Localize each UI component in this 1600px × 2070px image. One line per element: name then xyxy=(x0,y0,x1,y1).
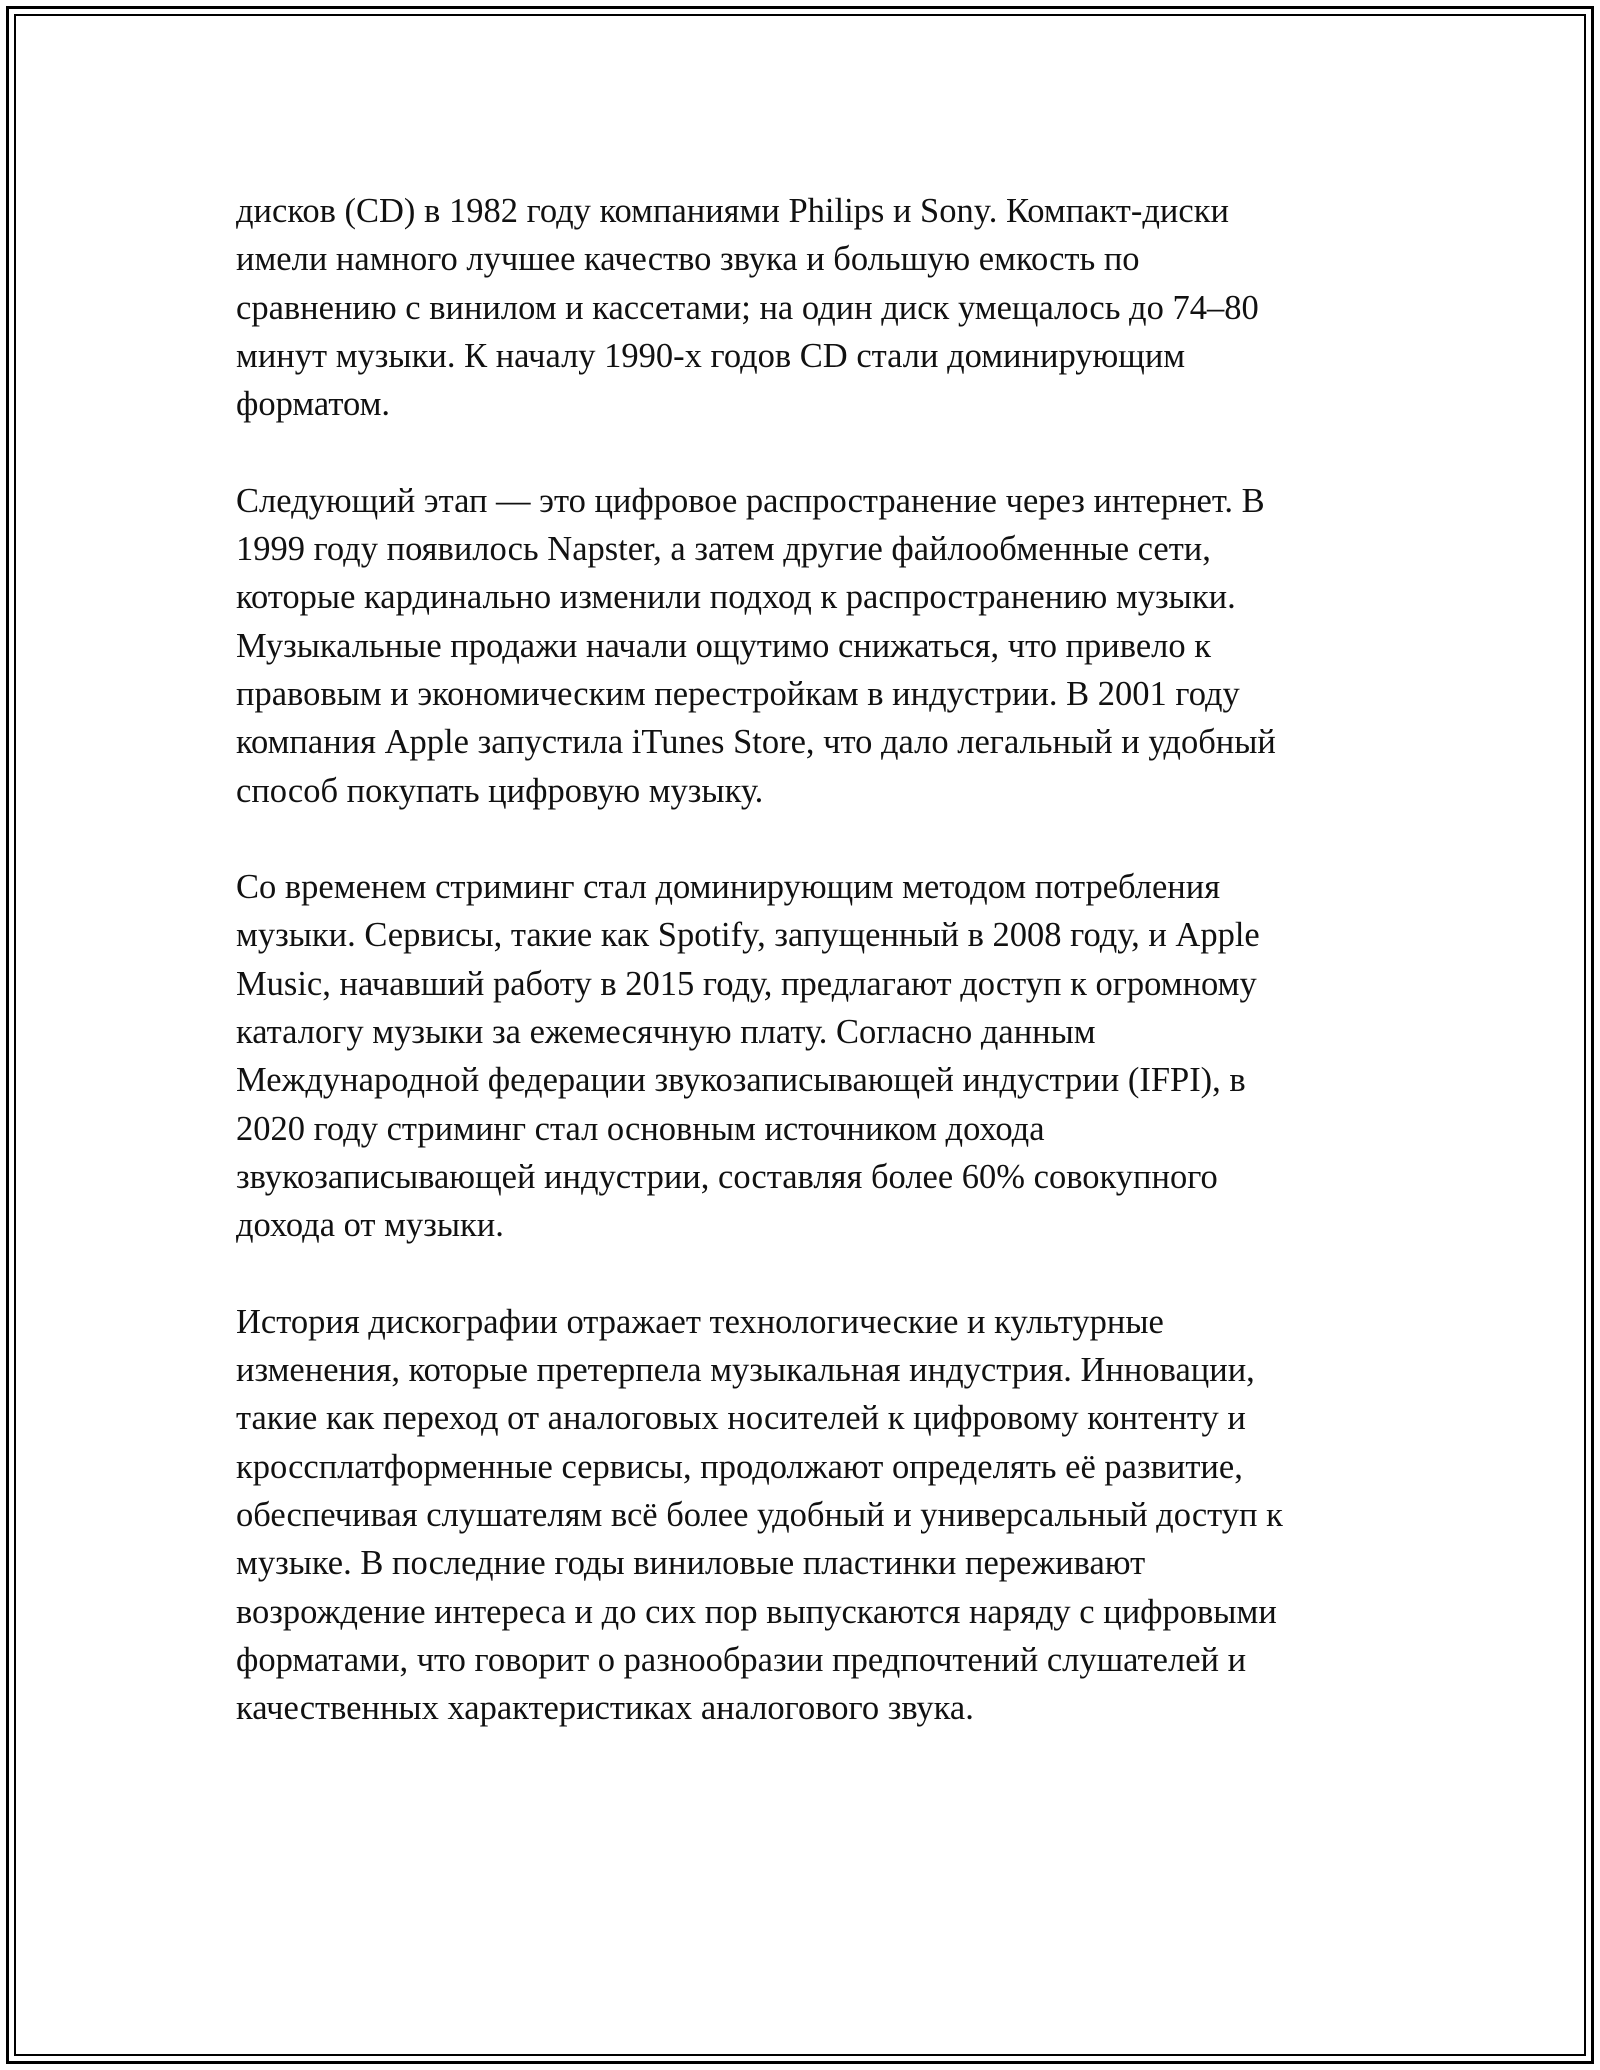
text-line: 1999 году появилось Napster, а затем другие файлообменные сети, xyxy=(236,530,1211,569)
text-line: Следующий этап — это цифровое распространение через интернет. В xyxy=(236,481,1265,520)
text-line: музыке. В последние годы виниловые пластинки переживают xyxy=(236,1544,1146,1583)
paragraph-conclusion xyxy=(236,1298,1366,1733)
text-line: 2020 году стриминг стал основным источником дохода xyxy=(236,1109,1045,1148)
paragraph-internet-distribution xyxy=(236,477,1366,815)
paragraph-cd-era xyxy=(236,187,1366,428)
document-body xyxy=(236,187,1366,1781)
text-line: возрождение интереса и до сих пор выпускаются наряду с цифровыми xyxy=(236,1592,1277,1631)
text-line: Music, начавший работу в 2015 году, предлагают доступ к огромному xyxy=(236,964,1257,1003)
text-line: минут музыки. К началу 1990-х годов CD стали доминирующим xyxy=(236,336,1186,375)
text-line: каталогу музыки за ежемесячную плату. Согласно данным xyxy=(236,1013,1096,1052)
text-line: обеспечивая слушателям всё более удобный и универсальный доступ к xyxy=(236,1496,1283,1535)
text-line: форматом. xyxy=(236,385,391,424)
text-line: правовым и экономическим перестройкам в индустрии. В 2001 году xyxy=(236,674,1240,713)
paragraph-streaming xyxy=(236,863,1366,1249)
text-line: сравнению с винилом и кассетами; на один диск умещалось до 74–80 xyxy=(236,288,1259,327)
text-line: такие как переход от аналоговых носителей к цифровому контенту и xyxy=(236,1399,1246,1438)
text-line: Международной федерации звукозаписывающей индустрии (IFPI), в xyxy=(236,1061,1246,1100)
text-line: форматами, что говорит о разнообразии предпочтений слушателей и xyxy=(236,1640,1247,1679)
text-line: Со временем стриминг стал доминирующим методом потребления xyxy=(236,868,1221,907)
text-line: дисков (CD) в 1982 году компаниями Philips и Sony. Компакт-диски xyxy=(236,192,1229,230)
text-line: имели намного лучшее качество звука и большую емкость по xyxy=(236,240,1140,279)
text-line: способ покупать цифровую музыку. xyxy=(236,771,764,810)
text-line: компания Apple запустила iTunes Store, что дало легальный и удобный xyxy=(236,723,1276,762)
text-line: кроссплатформенные сервисы, продолжают определять её развитие, xyxy=(236,1447,1243,1486)
text-line: дохода от музыки. xyxy=(236,1206,504,1245)
text-line: которые кардинально изменили подход к распространению музыки. xyxy=(236,578,1236,617)
text-line: Музыкальные продажи начали ощутимо снижаться, что привело к xyxy=(236,626,1212,665)
text-line: изменения, которые претерпела музыкальная индустрия. Инновации, xyxy=(236,1351,1255,1390)
text-line: звукозаписывающей индустрии, составляя более 60% совокупного xyxy=(236,1157,1218,1196)
text-line: История дискографии отражает технологические и культурные xyxy=(236,1302,1164,1341)
text-line: качественных характеристиках аналогового звука. xyxy=(236,1689,974,1728)
text-line: музыки. Сервисы, такие как Spotify, запущенный в 2008 году, и Apple xyxy=(236,916,1260,955)
